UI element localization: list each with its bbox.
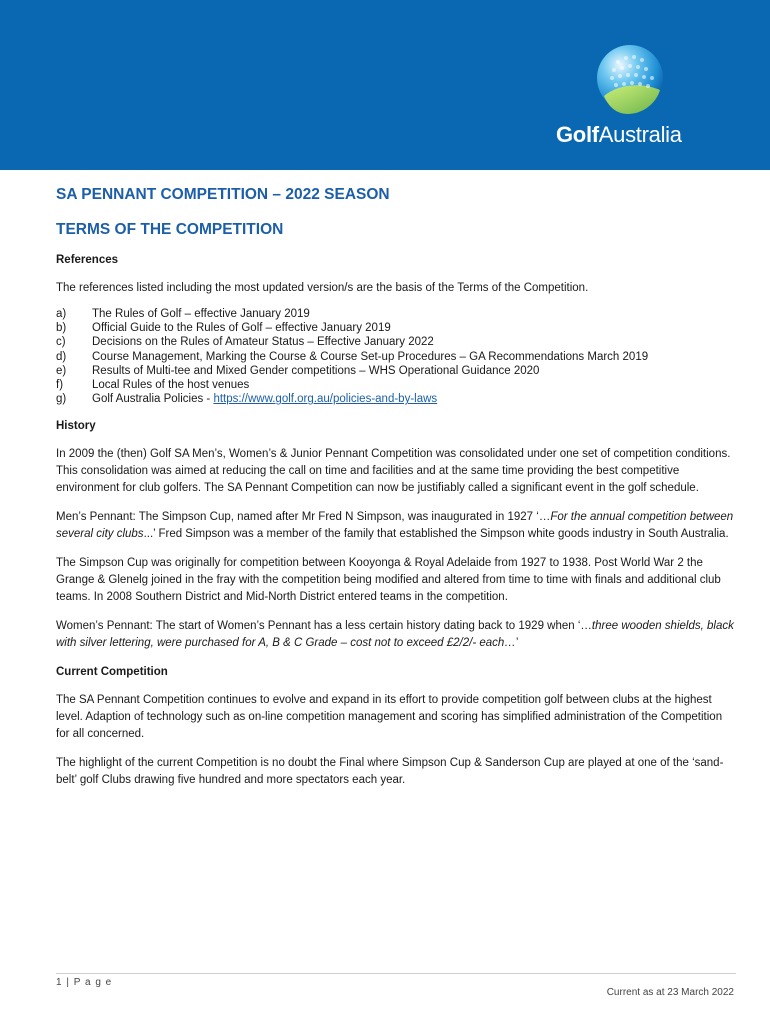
list-item-letter: f) — [56, 379, 64, 392]
references-heading: References — [56, 254, 119, 266]
list-item-letter: c) — [56, 336, 66, 349]
history-heading: History — [56, 420, 96, 433]
list-item-letter: g) — [56, 393, 67, 406]
history-p2-text-b: ...’ Fred Simpson was a member of the family that established the Simpson white goods industry in South Australia. — [143, 528, 729, 541]
list-item-text: Results of Multi-tee and Mixed Gender competitions – WHS Operational Guidance 2020 — [92, 364, 540, 377]
list-item-text: Course Management, Marking the Course & Course Set-up Procedures – GA Recommendations March 2019 — [92, 350, 649, 363]
history-paragraph-2 — [56, 509, 736, 543]
history-p4-quote: three wooden shields, black with silver lettering, were purchased for A, B & C Grade – cost not to exceed £2/2/- each… — [56, 620, 734, 650]
list-item — [56, 392, 736, 406]
references-list — [56, 307, 736, 406]
list-item-text: Decisions on the Rules of Amateur Status – Effective January 2022 — [92, 336, 434, 349]
current-paragraph-2: The highlight of the current Competition is no doubt the Final where Simpson Cup & Sanderson Cup are played at one of the ‘sand-belt’ golf Clubs drawing five hundred and more spectators each year. — [56, 757, 724, 787]
document-title: SA PENNANT COMPETITION – 2022 SEASON — [56, 186, 390, 203]
list-item-text: The Rules of Golf – effective January 2019 — [92, 308, 310, 320]
list-item-text: Golf Australia Policies - — [92, 393, 214, 406]
history-p2-quote: For the annual competition between several city clubs — [56, 511, 734, 541]
logo-text-regular: Australia — [598, 122, 682, 147]
history-paragraph-3: The Simpson Cup was originally for competition between Kooyonga & Royal Adelaide from 1927 to 1938. Post World War 2 the Grange & Glenelg joined in the fray with the competition being modified and altered from time to time with finals and additional club teams. In 2008 Southern District and Mid-North District entered teams in the competition. — [56, 557, 721, 604]
list-item-text: Local Rules of the host venues — [92, 379, 250, 392]
footer-divider — [56, 973, 736, 974]
list-item-text: Official Guide to the Rules of Golf – effective January 2019 — [92, 322, 391, 335]
history-p4-text-a: Women’s Pennant: The start of Women’s Pennant has a less certain history dating back to 1929 when ‘… — [56, 620, 592, 633]
list-item-letter: e) — [56, 364, 67, 377]
list-item — [56, 378, 736, 392]
golf-australia-logo — [556, 122, 682, 148]
policies-link[interactable]: https://www.golf.org.au/policies-and-by-laws — [213, 393, 438, 406]
list-item — [56, 335, 736, 349]
list-item-letter: a) — [56, 308, 67, 320]
list-item — [56, 350, 736, 364]
golf-ball-globe-icon — [596, 44, 664, 118]
history-p4-text-b: ’ — [515, 637, 519, 650]
list-item-letter: b) — [56, 322, 67, 335]
document-subtitle: TERMS OF THE COMPETITION — [56, 221, 284, 238]
current-paragraph-1: The SA Pennant Competition continues to evolve and expand in its effort to provide competition golf between clubs at the highest level. Adaption of technology such as on-line competition management and scoring has simplified administration of the Competition for all concerned. — [56, 694, 723, 741]
current-competition-heading: Current Competition — [56, 666, 168, 679]
list-item — [56, 307, 736, 321]
list-item — [56, 364, 736, 378]
logo-text-bold: Golf — [556, 122, 599, 147]
history-paragraph-4 — [56, 618, 736, 652]
history-paragraph-1: In 2009 the (then) Golf SA Men’s, Women’s & Junior Pennant Competition was consolidated under one set of competition conditions. This consolidation was aimed at reducing the call on time and facilities and at the same time providing the best competitive environment for club golfers. The SA Pennant Competition can now be justifiably called a significant event in the golf schedule. — [56, 448, 731, 495]
references-intro: The references listed including the most updated version/s are the basis of the Terms of the Competition. — [56, 282, 589, 294]
list-item — [56, 321, 736, 335]
header-banner — [0, 0, 770, 170]
document-body — [56, 185, 736, 789]
page-number: 1 | P a g e — [56, 977, 113, 988]
footer-date: Current as at 23 March 2022 — [606, 987, 734, 998]
history-p2-text-a: Men’s Pennant: The Simpson Cup, named after Mr Fred N Simpson, was inaugurated in 1927 ‘… — [56, 511, 551, 524]
list-item-letter: d) — [56, 350, 67, 363]
